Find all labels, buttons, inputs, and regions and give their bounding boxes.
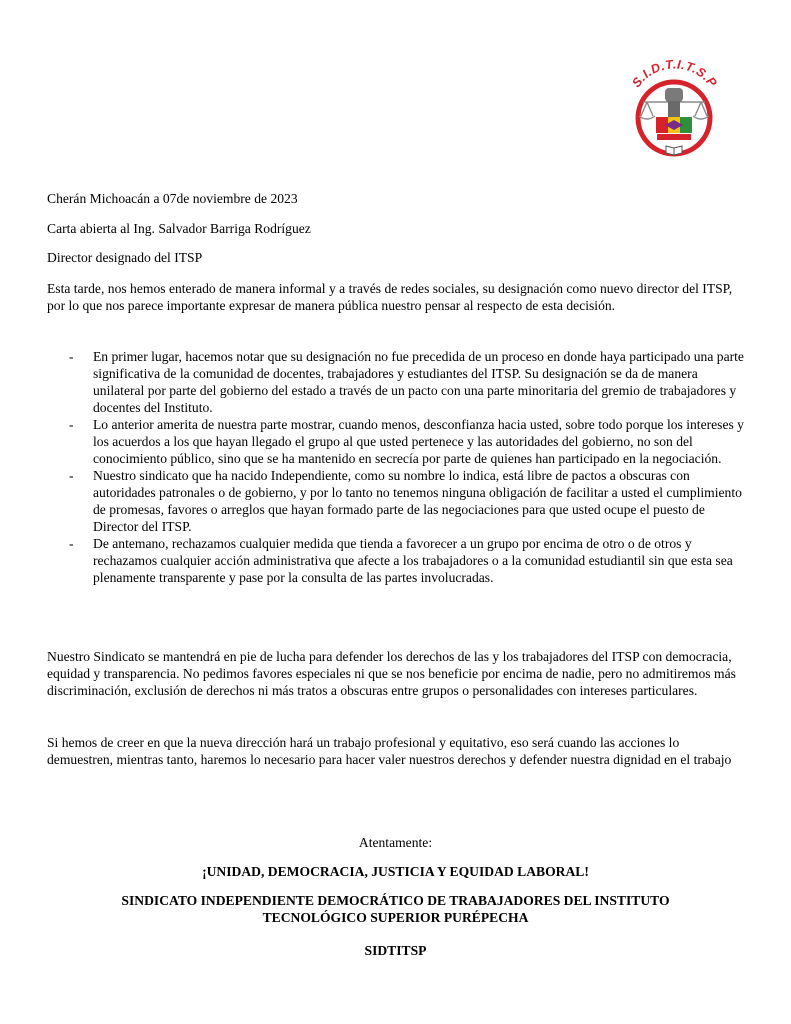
signature-acronym: SIDTITSP — [364, 943, 427, 958]
letter-date: Cherán Michoacán a 07de noviembre de 2023 — [47, 191, 298, 206]
bullet-marker: - — [69, 349, 74, 364]
signature-motto: ¡UNIDAD, DEMOCRACIA, JUSTICIA Y EQUIDAD LABORAL! — [202, 864, 589, 879]
bullet-marker: - — [69, 536, 74, 551]
bullet-marker: - — [69, 468, 74, 483]
union-name-line-2: TECNOLÓGICO SUPERIOR PURÉPECHA — [262, 910, 529, 925]
list-item-text: Nuestro sindicato que ha nacido Independiente, como su nombre lo indica, está libre de pactos a obscuras con autoridades patronales o de gobierno, y por lo tanto no tenemos ninguna obligación de facilitar a usted el cumplimiento de promesas, favores o arreglos que hayan formado parte de las negociaciones para que usted ocupe el puesto de Director del ITSP. — [93, 468, 742, 534]
letter-bullet-list — [47, 348, 747, 586]
list-item — [47, 348, 747, 416]
letter-addressee-role: Director designado del ITSP — [47, 250, 203, 265]
list-item-text: De antemano, rechazamos cualquier medida que tienda a favorecer a un grupo por encima de otro o de otros y rechazamos cualquier acción administrativa que afecte a los trabajadores o a la comunidad estudiantil sin que esta sea plenamente transparente y pase por la consulta de las partes involucradas. — [93, 536, 733, 585]
letter-intro: Esta tarde, nos hemos enterado de manera informal y a través de redes sociales, su designación como nuevo director del ITSP, por lo que nos parece importante expresar de manera pública nuestro pensar al respecto de esta decisión. — [47, 281, 733, 313]
logo-arc-text: S.I.D.T.I.T.S.P — [629, 57, 720, 91]
list-item-text: Lo anterior amerita de nuestra parte mostrar, cuando menos, desconfianza hacia usted, sobre todo porque los intereses y los acuerdos a los que hayan llegado el grupo al que usted pertenece y las autoridades del gobierno, no son del conocimiento público, sino que se ha mantenido en secrecía por parte de quienes han participado en la negociación. — [93, 417, 744, 466]
union-logo — [617, 54, 732, 166]
logo-banner — [657, 134, 691, 140]
list-item — [47, 467, 747, 535]
flag-icon — [656, 117, 692, 133]
bullet-marker: - — [69, 417, 74, 432]
list-item — [47, 535, 747, 586]
list-item — [47, 416, 747, 467]
list-item-text: En primer lugar, hacemos notar que su designación no fue precedida de un proceso en donde haya participado una parte significativa de la comunidad de docentes, trabajadores y estudiantes del ITSP. Su designación se da de manera unilateral por parte del gobierno del estado a través de un pacto con una parte minoritaria del gremio de trabajadores y docentes del Instituto. — [93, 349, 744, 415]
letter-closing-paragraph-2: Si hemos de creer en que la nueva dirección hará un trabajo profesional y equitativo, eso será cuando las acciones lo demuestren, mientras tanto, haremos lo necesario para hacer valer nuestros derechos y defender nuestra dignidad en el trabajo — [47, 735, 732, 767]
book-icon — [666, 146, 682, 155]
letter-addressee: Carta abierta al Ing. Salvador Barriga Rodríguez — [47, 221, 311, 236]
signature-union-name — [0, 892, 791, 926]
signature-regards: Atentamente: — [358, 835, 433, 850]
union-name-line-1: SINDICATO INDEPENDIENTE DEMOCRÁTICO DE TRABAJADORES DEL INSTITUTO — [121, 893, 670, 908]
letter-closing-paragraph: Nuestro Sindicato se mantendrá en pie de lucha para defender los derechos de las y los trabajadores del ITSP con democracia, equidad y transparencia. No pedimos favores especiales ni que se nos beneficie por encima de nadie, pero no admitiremos más discriminación, exclusión de derechos ni más tratos a obscuras entre grupos o personalidades con intereses particulares. — [47, 649, 736, 698]
